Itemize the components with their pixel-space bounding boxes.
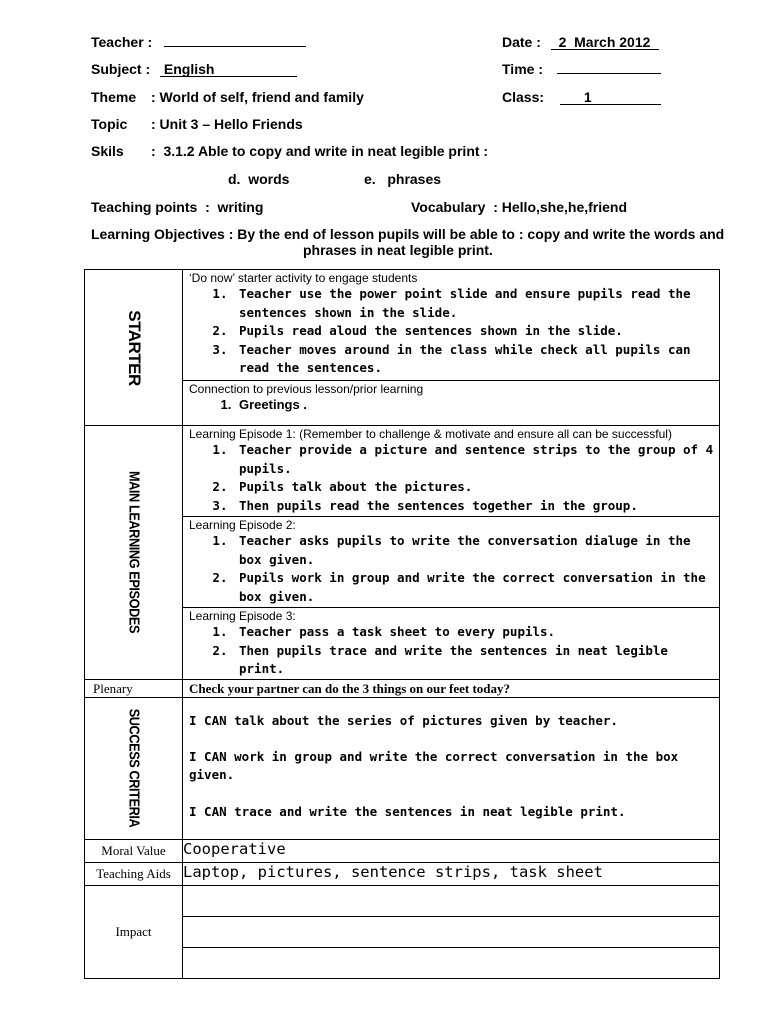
date-label: Date :: [502, 34, 541, 50]
impact-line[interactable]: [183, 886, 720, 917]
list-item: 1. Teacher asks pupils to write the conversation dialuge in the box given.: [235, 532, 719, 569]
plenary-row: [85, 679, 720, 697]
list-item: 1. Greetings .: [235, 396, 719, 415]
teaching-points: Teaching points : writing: [91, 199, 264, 215]
episode3-cell: [183, 608, 720, 680]
moral-value: Cooperative: [183, 840, 720, 863]
starter-heading: ‘Do now’ starter activity to engage students: [189, 271, 418, 285]
list-item: I CAN talk about the series of pictures given by teacher.: [189, 712, 618, 728]
impact-line[interactable]: [183, 948, 720, 979]
success-list: [183, 698, 719, 821]
date-field[interactable]: 2 March 2012: [551, 35, 659, 50]
starter-row-1: [85, 270, 720, 381]
episode2-heading: Learning Episode 2:: [189, 518, 296, 532]
success-row: [85, 697, 720, 840]
aids-row: [85, 863, 720, 886]
skills-value: : 3.1.2 Able to copy and write in neat legible print :: [151, 143, 489, 159]
objectives-line-1: Learning Objectives : By the end of lesson pupils will be able to : copy and write the words and: [91, 226, 725, 242]
main-label: MAIN LEARNING EPISODES: [125, 471, 142, 634]
list-item: 3. Then pupils read the sentences together in the group.: [235, 497, 719, 516]
success-label: SUCCESS CRITERIA: [125, 708, 142, 828]
time-row: [502, 61, 661, 77]
impact-row-1: [85, 886, 720, 917]
theme-value: : World of self, friend and family: [151, 89, 364, 105]
skill-e: e. phrases: [364, 171, 442, 187]
main-side: [85, 426, 183, 680]
list-item: 1. Teacher use the power point slide and ensure pupils read the sentences shown in the slide.: [235, 285, 719, 322]
time-field[interactable]: [557, 73, 661, 74]
list-item: 2. Then pupils trace and write the sentences in neat legible print.: [235, 642, 719, 679]
list-item: I CAN trace and write the sentences in neat legible print.: [189, 803, 626, 819]
episode1-cell: [183, 426, 720, 517]
episode-row-1: [85, 426, 720, 517]
episode1-list: [183, 441, 719, 515]
skills-label: Skils: [91, 143, 124, 159]
vocabulary: Vocabulary : Hello,she,he,friend: [411, 199, 628, 215]
moral-label: Moral Value: [85, 840, 183, 863]
aids-value: Laptop, pictures, sentence strips, task sheet: [183, 863, 720, 886]
topic-value: : Unit 3 – Hello Friends: [151, 116, 303, 132]
teacher-field[interactable]: [164, 46, 306, 47]
time-label: Time :: [502, 61, 543, 77]
objectives-line-2: phrases in neat legible print.: [303, 242, 493, 258]
theme-label: Theme: [91, 89, 137, 105]
subject-label: Subject :: [91, 61, 151, 77]
list-item: 1. Teacher provide a picture and sentence strips to the group of 4 pupils.: [235, 441, 719, 478]
connection-heading: Connection to previous lesson/prior learning: [189, 382, 424, 396]
date-row: [502, 34, 659, 50]
success-side: [85, 697, 183, 840]
skill-d: d. words: [228, 171, 290, 187]
subject-field[interactable]: English: [160, 62, 297, 77]
episode3-list: [183, 623, 719, 679]
teacher-label: Teacher :: [91, 34, 153, 50]
impact-label: Impact: [85, 886, 183, 979]
subject-row: [91, 61, 297, 77]
list-item: 2. Pupils talk about the pictures.: [235, 478, 719, 497]
connection-cell: [183, 381, 720, 426]
class-row: [502, 89, 661, 105]
moral-row: [85, 840, 720, 863]
plenary-label: Plenary: [85, 679, 183, 697]
starter-list: [183, 285, 719, 378]
starter-cell: [183, 270, 720, 381]
teacher-row: [91, 34, 306, 50]
class-label: Class:: [502, 89, 545, 105]
list-item: 2. Pupils read aloud the sentences shown in the slide.: [235, 322, 719, 341]
list-item: I CAN work in group and write the correct conversation in the box given.: [189, 749, 679, 782]
episode2-cell: [183, 517, 720, 608]
lesson-plan-table: [84, 269, 720, 979]
episode3-heading: Learning Episode 3:: [189, 609, 296, 623]
list-item: 1. Teacher pass a task sheet to every pupils.: [235, 623, 719, 642]
topic-label: Topic: [91, 116, 128, 132]
list-item: 3. Teacher moves around in the class while check all pupils can read the sentences.: [235, 341, 719, 378]
list-item: 2. Pupils work in group and write the correct conversation in the box given.: [235, 569, 719, 606]
class-field[interactable]: 1: [560, 90, 661, 105]
episode2-list: [183, 532, 719, 606]
episode1-heading: Learning Episode 1: (Remember to challenge & motivate and ensure all can be successful): [189, 427, 672, 441]
impact-line[interactable]: [183, 917, 720, 948]
connection-list: [183, 396, 719, 415]
starter-label: STARTER: [124, 309, 144, 386]
aids-label: Teaching Aids: [85, 863, 183, 886]
plenary-text: Check your partner can do the 3 things on our feet today?: [183, 679, 720, 697]
success-cell: [183, 697, 720, 840]
learning-objectives: [91, 226, 741, 258]
starter-side: [85, 270, 183, 426]
